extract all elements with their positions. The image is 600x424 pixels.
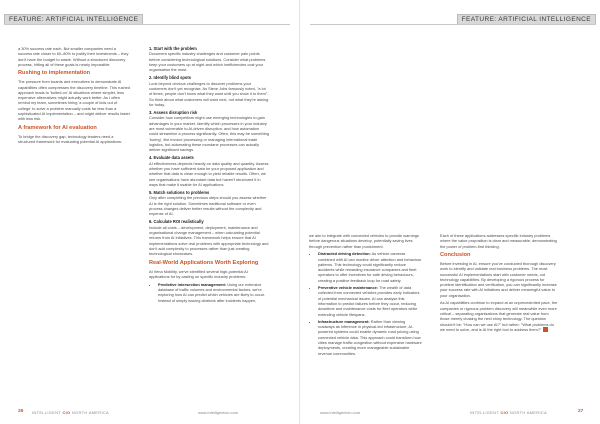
closing-text: As AI capabilities continue to expand at an unprecedented pace, the companies or rigorous problem discovery will meanwhile even more critical – separating organisations that generate real value from those merely chasing the next shiny technology. The question shouldn't be: "How can we use AI?" but rather: "What problems do we need to solve, and is AI the right tool to address them?" bbox=[440, 300, 558, 332]
bullet-label: Preventive vehicle maintenance: bbox=[318, 285, 379, 291]
list-item bbox=[158, 282, 269, 303]
list-item bbox=[318, 251, 422, 283]
page-number: 26 bbox=[18, 409, 24, 414]
paragraph: we aim to integrate with connected vehicles to provide warnings before dangerous situations develop, potentially saving lives through prevention rather than punishment. bbox=[309, 233, 419, 249]
header-rule bbox=[4, 24, 290, 25]
bullet-label: Predictive intersection management: bbox=[158, 281, 227, 287]
step-title: 2. Identify blind spots bbox=[149, 74, 192, 80]
footer-brand: INTELLIGENT CIO NORTH AMERICA bbox=[32, 410, 110, 415]
right-page bbox=[300, 0, 600, 424]
step-title: 5. Match solutions to problems bbox=[149, 189, 210, 195]
paragraph: Before investing in AI, ensure you've conducted thorough discovery work to identify and validate real business problems. The most successful AI implementations start with customer needs, not technology capabilities. By developing a rigorous process for problem identification and verification, you can significantly increase your success rate with AI initiatives and deliver meaningful value to your organisation. bbox=[440, 260, 557, 298]
feature-tab: FEATURE: ARTIFICIAL INTELLIGENCE bbox=[4, 14, 143, 25]
paragraph: Consider how competitors might use emerging technologies to gain advantages in your market. Identify which processes in your industry are most vulnerable to AI-driven disruption, and how automation could streamline a process significantly. Often, this may be something 'boring', like invoice processing or managing international trade logistics, but automating these mundane processes can actually deliver significant savings. bbox=[149, 115, 269, 153]
paragraph: To bridge the discovery gap, technology leaders need a structured framework for evaluating potential AI applications: bbox=[18, 133, 123, 145]
list-item bbox=[318, 319, 422, 356]
paragraph: At Vena Mobility, we've identified several high-potential AI applications for by casting on specific industry problems: bbox=[149, 268, 248, 279]
bullet-body: Using our extensive database of traffic volumes and environmental factors, we're exploring how AI can predict which vehicles are likely to occur. Instead of simply issuing citations after incidents happen, bbox=[158, 281, 266, 303]
paragraph: The pressure from boards and executives to demonstrate AI capabilities often compresses the discovery timeline. This rushed approach leads to 'bolted-on' AI situations where simpler, less expensive alternatives might actually work better. As I often remind my team, sometimes hiring 'a couple of kids out of college' to solve a problem manually costs far less than a sophisticated AI implementation – and might deliver results faster with less risk. bbox=[18, 79, 131, 122]
bullet-body: Rather than viewing roadways as inference in physical-led infrastructure, AI-powered systems could enable dynamic road pricing using connected vehicle data. This approach could transform how cities manage traffic congestion without expensive hardware deployments, creating more manageable sustainable revenue communities. bbox=[318, 318, 422, 356]
header-rule bbox=[310, 24, 596, 25]
page-number: 27 bbox=[578, 409, 584, 414]
bullet-list bbox=[149, 282, 269, 303]
left-column-1 bbox=[18, 46, 131, 147]
footer-url: www.intelligentcio.com bbox=[198, 410, 239, 415]
paragraph: Only after completing the previous steps should you assess whether AI is the right solution. Sometimes traditional software or even process changes deliver better results without the complexity and expense of AI. bbox=[149, 195, 267, 217]
footer bbox=[300, 402, 600, 424]
step-title: 4. Evaluate data assets bbox=[149, 154, 194, 160]
bullet-list bbox=[309, 251, 422, 356]
bullet-body: The wealth of data collected from connected vehicles provides early indicators of potential mechanical issues. AI can analyse this information to predict failures before they occur, reducing downtime and maintenance costs for fleet operators while extending vehicle lifespans. bbox=[318, 285, 420, 317]
section-heading: A framework for AI evaluation bbox=[18, 124, 97, 131]
footer-brand: INTELLIGENT CIO NORTH AMERICA bbox=[470, 410, 548, 415]
section-heading: Rushing to implementation bbox=[18, 70, 91, 77]
step-title: 1. Start with the problem bbox=[149, 45, 197, 51]
paragraph: Each of these applications addresses specific industry problems where the value proposition is clear and measurable, demonstrating the power of problem-first thinking. bbox=[440, 233, 557, 249]
paragraph bbox=[440, 300, 558, 332]
section-heading: Real-World Applications Worth Exploring bbox=[149, 259, 259, 266]
feature-tab: FEATURE: ARTIFICIAL INTELLIGENCE bbox=[457, 14, 596, 25]
right-column-1 bbox=[309, 233, 422, 358]
footer bbox=[0, 402, 300, 424]
right-column-2 bbox=[440, 233, 558, 335]
bullet-label: Distracted driving detection: bbox=[318, 251, 371, 257]
bullet-body: As vehicle cameras combined with AI can monitor driver attention and behaviour patterns. This technology could significantly reduce accidents while rewarding insurance companies and fleet operators to offer incentives for safe driving behaviours, creating a positive feedback loop for road safety. bbox=[318, 251, 422, 283]
paragraph: AI effectiveness depends heavily on data quality and quantity. Assess whether you have sufficient data for your proposed application and whether that data is clean enough to yield reliable results. Often, we see organisations have abundant data but haven't structured it in ways that make it usable for AI applications. bbox=[149, 160, 269, 187]
list-item bbox=[318, 285, 422, 317]
paragraph: Include all costs – development, deployment, maintenance and organisational change management – when calculating potential returns from AI initiatives. This framework helps ensure that AI implementations solve real problems with appropriate technology and don't add complexity to processes rather than just creating technological showcases. bbox=[149, 224, 269, 257]
section-heading: Conclusion bbox=[440, 251, 471, 258]
paragraph: Document specific industry challenges and customer pain points before considering technological solutions. Consider what problems keep your customers up at night and which inefficiencies cost your organisation the most. bbox=[149, 51, 266, 73]
left-column-2 bbox=[149, 44, 269, 305]
paragraph: Look beyond obvious challenges to discover problems your customers don't yet recognise. As Steve Jobs famously noted, "a lot of times, people don't know what they want until you show it to them". So think about what customers will want next, not what they're asking for today. bbox=[149, 80, 269, 107]
step-title: 6. Calculate ROI realistically bbox=[149, 218, 204, 224]
bullet-label: Infrastructure management: bbox=[318, 318, 370, 324]
paragraph: a 30% success rate each. But smaller companies need a success rate closer to 60–80% to justify their investments – they don't have the budget to waste. Without a structured discovery process, hitting all of these goals is nearly impossible. bbox=[18, 46, 129, 67]
end-of-article-icon bbox=[543, 327, 548, 332]
step-title: 3. Assess disruption risk bbox=[149, 109, 198, 115]
footer-url: www.intelligentcio.com bbox=[320, 410, 361, 415]
